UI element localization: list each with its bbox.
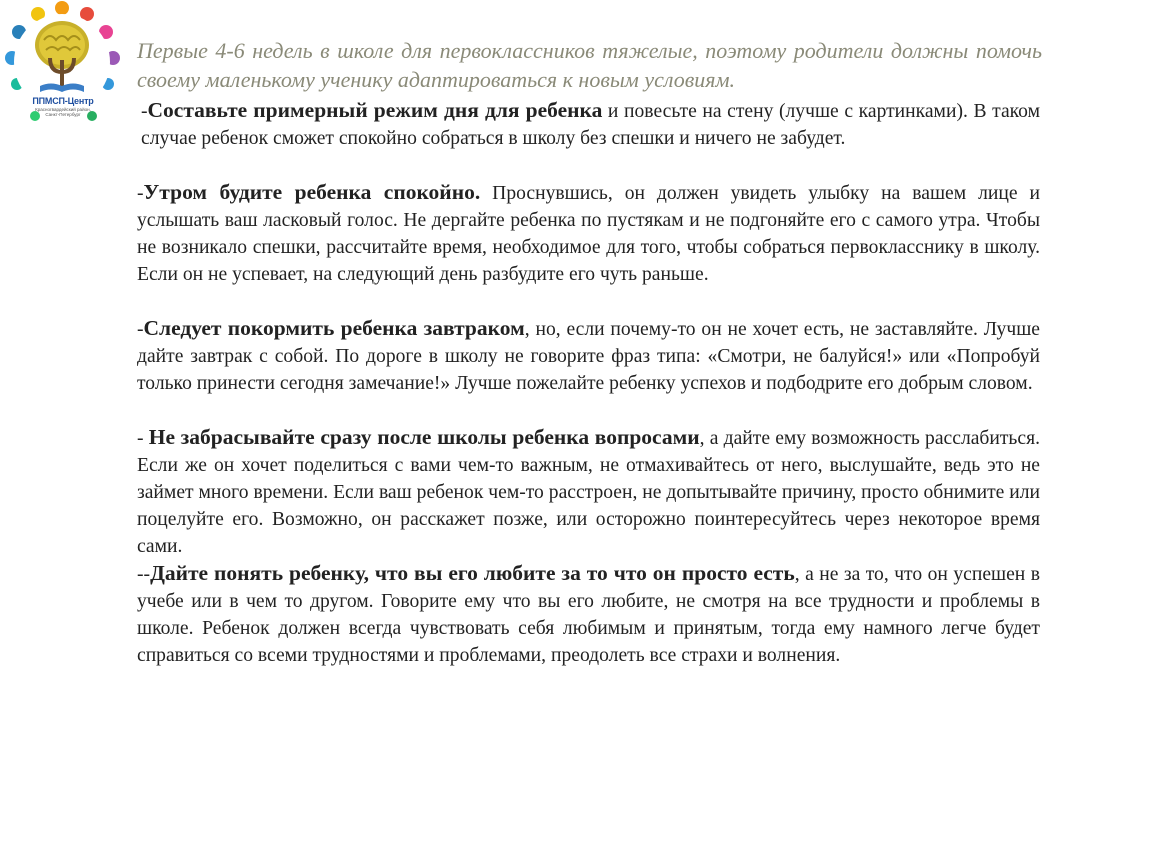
advice-prefix: - [137, 428, 149, 449]
advice-paragraph [137, 97, 1040, 152]
advice-prefix: -- [137, 564, 151, 585]
advice-prefix: - [141, 101, 148, 122]
advice-heading: Дайте понять ребенку, что вы его любите за то что он просто есть [150, 561, 795, 585]
advice-list [137, 97, 1040, 669]
advice-heading: Не забрасывайте сразу после школы ребенка вопросами [148, 425, 700, 449]
advice-paragraph [137, 424, 1040, 560]
advice-heading: Следует покормить ребенка завтраком [143, 316, 525, 340]
organization-logo [0, 0, 125, 135]
logo-title: ППМСП-Центр [32, 96, 94, 106]
advice-text: , но, если почему-то он не хочет есть, не заставляйте. Лучше дайте завтрак с собой. По дороге в школу не говорите фраз типа: «Смотри, не балуйся!» или «Попробуй только принести сегодня замечание!» Лучше пожелайте ребенку успехов и подбодрите его добрым словом. [137, 319, 1040, 394]
advice-text: Проснувшись, он должен увидеть улыбку на вашем лице и услышать ваш ласковый голос. Не дергайте ребенка по пустякам и не подгоняйте его с самого утра. Чтобы не возникало спешки, рассчитайте время, необходимое для того, чтобы собраться первокласснику в школу. Если он не успевает, на следующий день разбудите его чуть раньше. [137, 183, 1040, 285]
advice-paragraph [137, 560, 1040, 669]
logo-subtitle-line: Санкт-Петербург [45, 112, 81, 117]
advice-prefix: - [137, 319, 144, 340]
advice-text: , а не за то, что он успешен в учебе или в чем то другом. Говорите ему что вы его любите, не смотря на все трудности и проблемы в школе. Ребенок должен всегда чувствовать себя любимым и принятым, тогда ему намного легче будет справиться со всеми трудностями и проблемами, преодолеть все страхи и волнения. [137, 564, 1040, 666]
advice-text: и повесьте на стену (лучше с картинками). В таком случае ребенок сможет спокойно собраться в школу без спешки и ничего не забудет. [141, 101, 1040, 149]
advice-heading: Утром будите ребенка спокойно. [143, 180, 481, 204]
intro-text: Первые 4-6 недель в школе для первоклассников тяжелые, поэтому родители должны помочь своему маленькому ученику адаптироваться к новым условиям. [137, 38, 1042, 92]
logo-subtitle-line: Красногвардейский район, [35, 107, 91, 112]
advice-heading: Составьте примерный режим дня для ребенка [147, 98, 603, 122]
advice-prefix: - [137, 183, 144, 204]
advice-paragraph [137, 179, 1040, 288]
advice-paragraph [137, 315, 1040, 397]
logo-subtitle [28, 107, 98, 117]
advice-text: , а дайте ему возможность расслабиться. Если же он хочет поделиться с вами чем-то важным, не отмахивайтесь от него, выслушайте, ведь это не займет много времени. Если ваш ребенок чем-то расстроен, не допытывайте причину, просто обнимите или поцелуйте его. Возможно, он расскажет позже, или осторожно поинтересуйтесь через некоторое время сами. [137, 428, 1040, 557]
